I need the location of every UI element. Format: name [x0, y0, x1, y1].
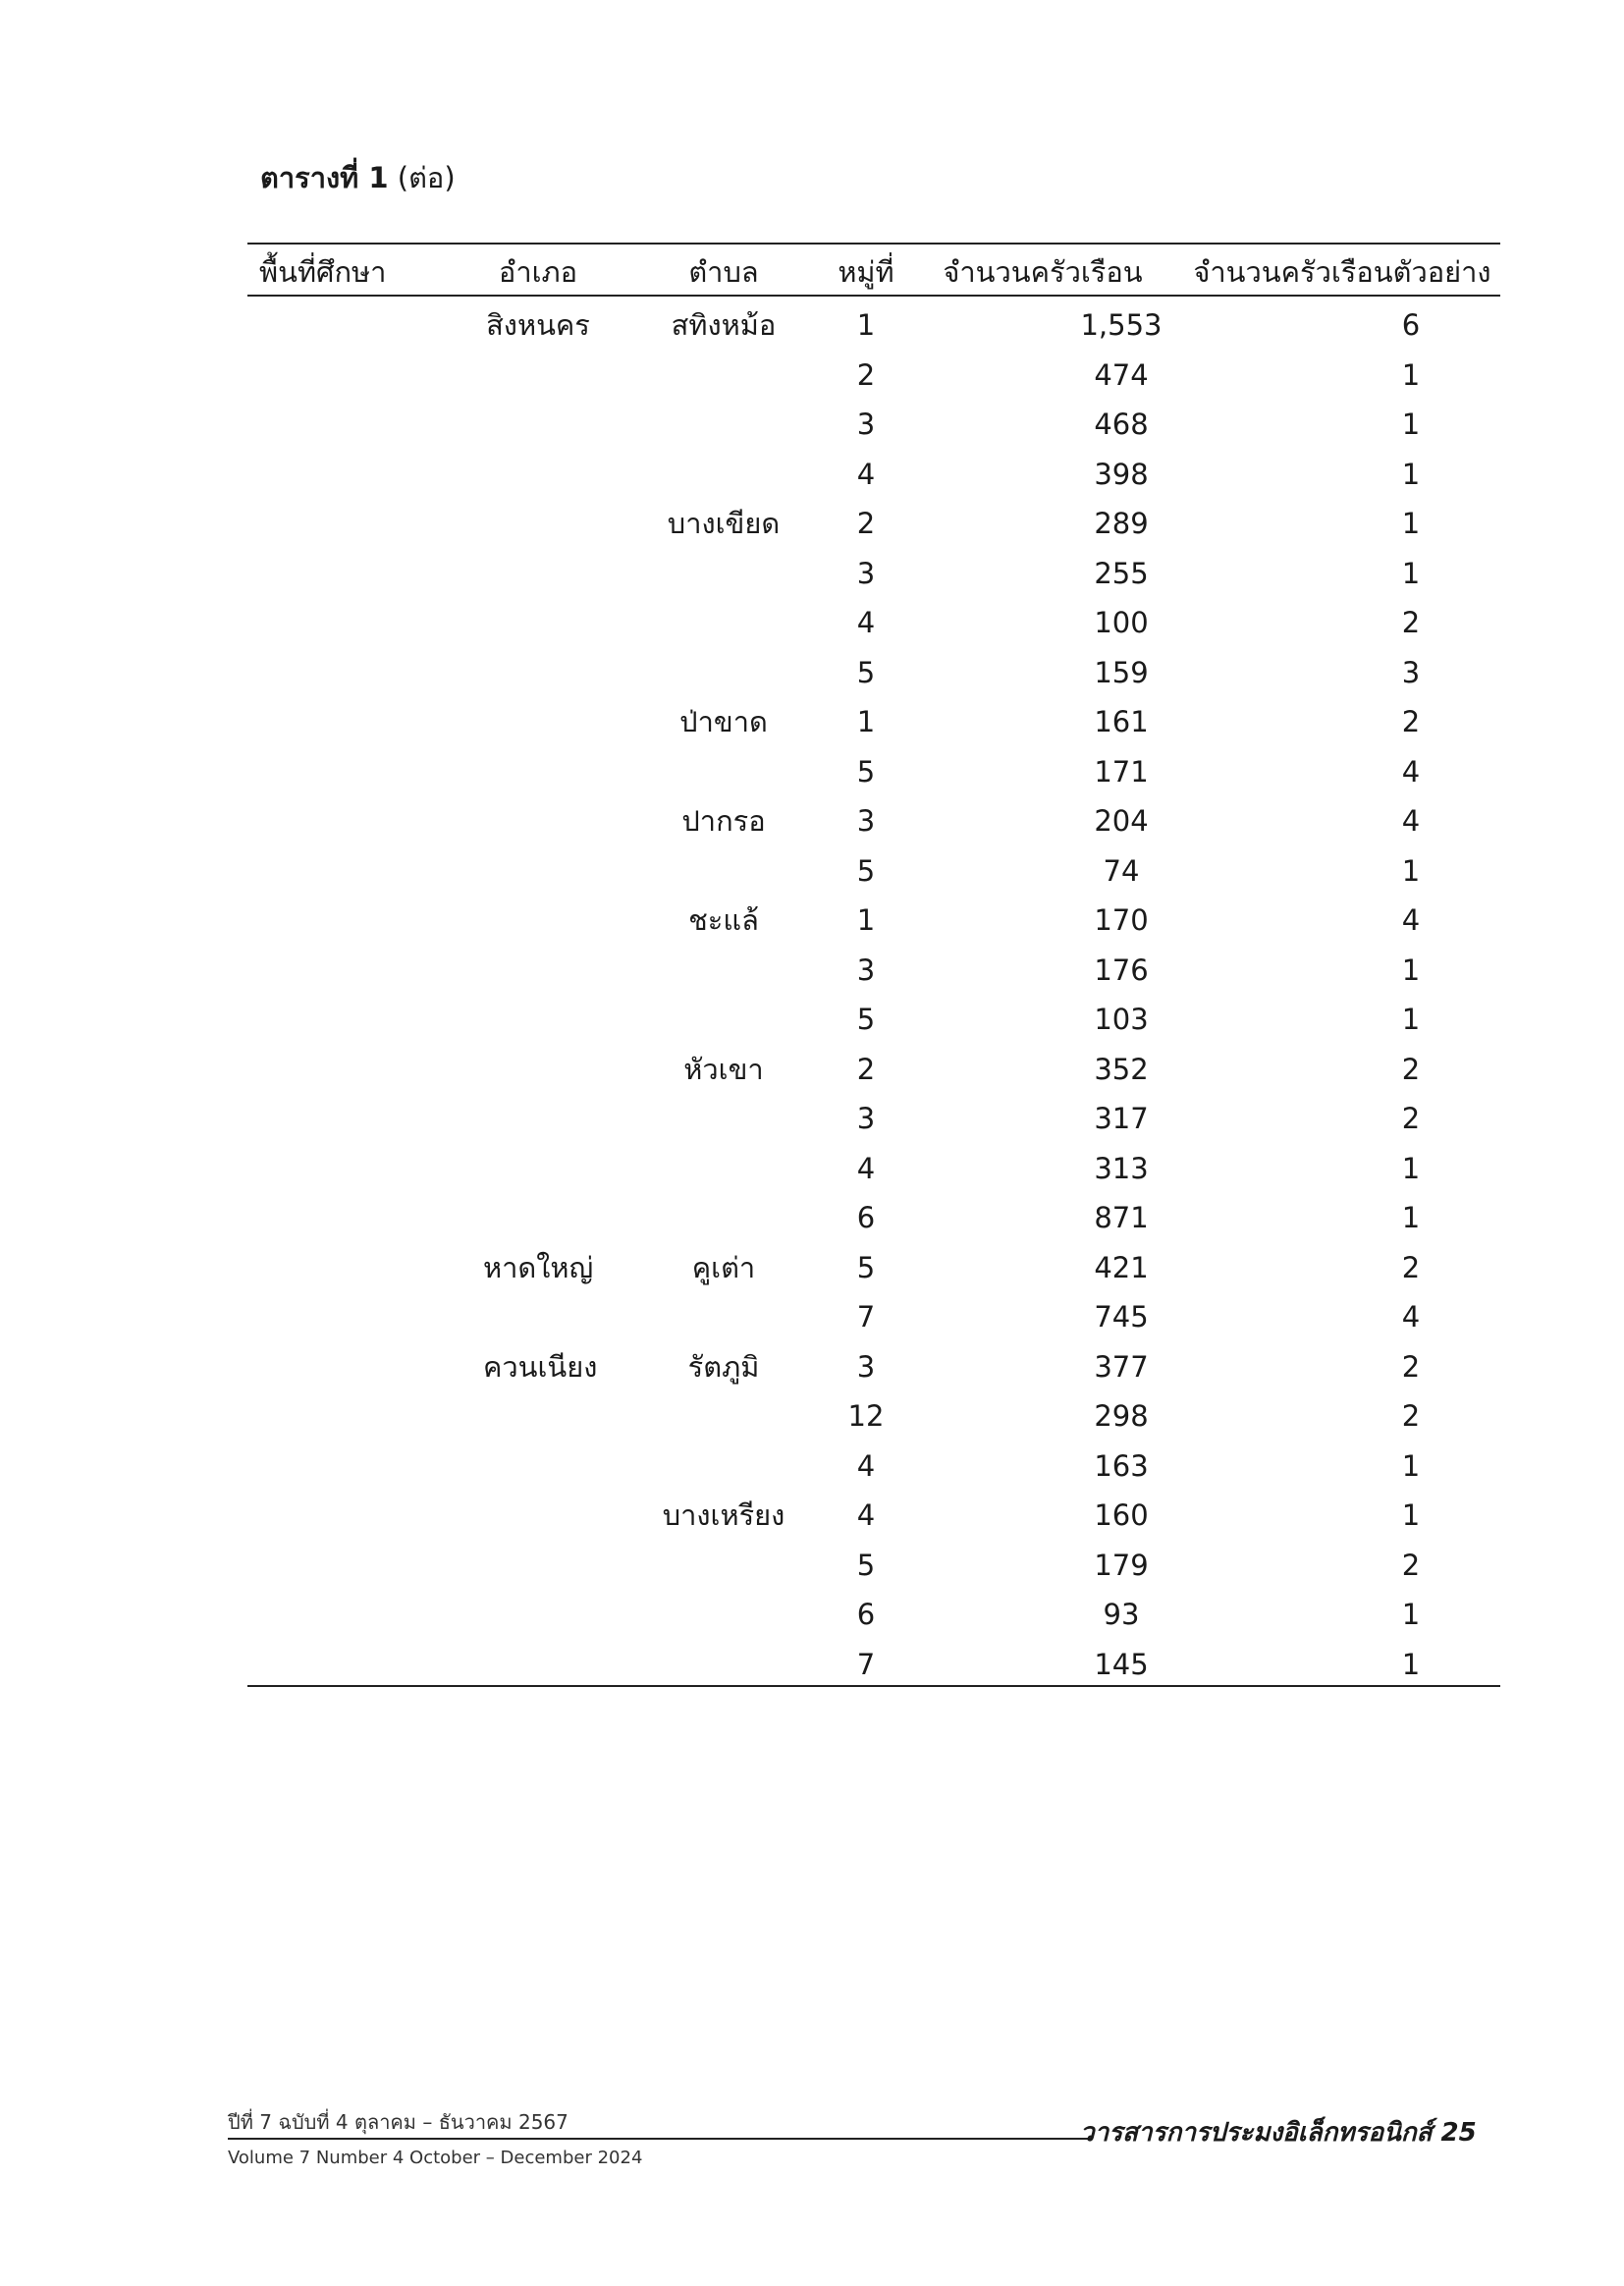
- cell-sample: 2: [1401, 606, 1421, 639]
- cell-village: 4: [856, 1448, 876, 1483]
- cell-sample: 1: [1401, 556, 1421, 590]
- cell-district: หาดใหญ่: [483, 1250, 594, 1284]
- journal-title-page-number: วารสารการประมงอิเล็กทรอนิกส์ 25: [1080, 2118, 1477, 2148]
- cell-sample: 2: [1401, 1349, 1421, 1384]
- cell-households: 74: [1103, 853, 1140, 888]
- cell-sample: 1: [1401, 952, 1421, 987]
- cell-village: 1: [856, 903, 876, 937]
- table-row: [247, 598, 1500, 648]
- cell-households: 161: [1094, 705, 1149, 738]
- cell-village: 3: [856, 556, 876, 590]
- cell-sample: 1: [1401, 357, 1421, 392]
- table-row: [247, 995, 1500, 1045]
- cell-households: 313: [1094, 1151, 1149, 1185]
- cell-village: 2: [856, 507, 876, 540]
- cell-households: 871: [1094, 1201, 1149, 1234]
- cell-sample: 4: [1401, 804, 1421, 838]
- cell-households: 179: [1094, 1548, 1149, 1582]
- cell-households: 103: [1094, 1003, 1149, 1036]
- table-row: [247, 747, 1500, 797]
- cell-households: 474: [1094, 357, 1149, 392]
- footer-rule: [228, 2138, 1092, 2140]
- table-row: [247, 946, 1500, 996]
- cell-households: 100: [1094, 606, 1149, 639]
- cell-village: 2: [856, 357, 876, 392]
- table-caption: [260, 155, 456, 200]
- cell-sample: 2: [1401, 1250, 1421, 1284]
- cell-households: 398: [1094, 457, 1149, 491]
- cell-village: 3: [856, 1349, 876, 1384]
- cell-households: 421: [1094, 1250, 1149, 1284]
- cell-sample: 4: [1401, 754, 1421, 789]
- cell-village: 12: [847, 1399, 885, 1433]
- cell-village: 3: [856, 1102, 876, 1135]
- cell-sample: 4: [1401, 903, 1421, 937]
- cell-village: 5: [856, 754, 876, 789]
- issue-thai: ปีที่ 7 ฉบับที่ 4 ตุลาคม – ธันวาคม 2567: [228, 2110, 568, 2134]
- cell-sample: 1: [1401, 408, 1421, 441]
- cell-subdistrict: ปากรอ: [681, 804, 766, 838]
- table-row: [247, 1144, 1500, 1194]
- header-subdistrict: ตำบล: [688, 255, 759, 289]
- cell-village: 5: [856, 1003, 876, 1036]
- cell-village: 1: [856, 308, 876, 342]
- cell-households: 204: [1094, 804, 1149, 838]
- cell-village: 7: [856, 1300, 876, 1334]
- cell-village: 7: [856, 1647, 876, 1681]
- table-row: [247, 796, 1500, 846]
- table-caption-continued: (ต่อ): [388, 161, 456, 194]
- cell-households: 289: [1094, 507, 1149, 540]
- cell-households: 745: [1094, 1300, 1149, 1334]
- cell-sample: 1: [1401, 1448, 1421, 1483]
- cell-households: 160: [1094, 1498, 1149, 1532]
- cell-sample: 1: [1401, 853, 1421, 888]
- cell-village: 4: [856, 457, 876, 491]
- table-row: [247, 400, 1500, 450]
- cell-village: 4: [856, 1498, 876, 1532]
- cell-sample: 4: [1401, 1300, 1421, 1334]
- table-row: [247, 1491, 1500, 1541]
- cell-subdistrict: บางเหรียง: [662, 1498, 785, 1532]
- cell-sample: 2: [1401, 1102, 1421, 1135]
- table-top-rule: [247, 243, 1500, 245]
- table-row: [247, 1292, 1500, 1342]
- cell-village: 6: [856, 1201, 876, 1234]
- cell-households: 176: [1094, 952, 1149, 987]
- cell-sample: 3: [1401, 655, 1421, 689]
- table-row: [247, 697, 1500, 747]
- table-row: [247, 1541, 1500, 1591]
- cell-sample: 1: [1401, 1598, 1421, 1631]
- cell-sample: 1: [1401, 1003, 1421, 1036]
- cell-village: 5: [856, 1548, 876, 1582]
- cell-subdistrict: คูเต่า: [691, 1250, 756, 1284]
- cell-district: ควนเนียง: [483, 1349, 598, 1384]
- cell-sample: 2: [1401, 1399, 1421, 1433]
- table-row: [247, 1442, 1500, 1492]
- table-row: [247, 896, 1500, 946]
- cell-sample: 1: [1401, 1201, 1421, 1234]
- cell-village: 4: [856, 606, 876, 639]
- cell-households: 298: [1094, 1399, 1149, 1433]
- table-row: [247, 351, 1500, 401]
- cell-village: 5: [856, 655, 876, 689]
- table-row: [247, 1640, 1500, 1690]
- cell-sample: 2: [1401, 1548, 1421, 1582]
- cell-households: 93: [1103, 1598, 1140, 1631]
- cell-village: 3: [856, 408, 876, 441]
- table-row: [247, 1590, 1500, 1640]
- cell-households: 1,553: [1080, 308, 1163, 342]
- cell-sample: 2: [1401, 705, 1421, 738]
- cell-households: 159: [1094, 655, 1149, 689]
- cell-village: 3: [856, 804, 876, 838]
- cell-sample: 1: [1401, 1498, 1421, 1532]
- table-caption-number: ตารางที่ 1: [260, 161, 389, 194]
- cell-village: 4: [856, 1151, 876, 1185]
- table-row: [247, 450, 1500, 500]
- cell-households: 145: [1094, 1647, 1149, 1681]
- table-row: [247, 1391, 1500, 1442]
- header-village: หมู่ที่: [838, 255, 894, 289]
- cell-district: สิงหนคร: [486, 308, 590, 342]
- cell-village: 6: [856, 1598, 876, 1631]
- cell-households: 377: [1094, 1349, 1149, 1384]
- cell-households: 170: [1094, 903, 1149, 937]
- header-sample: จำนวนครัวเรือนตัวอย่าง: [1193, 255, 1491, 289]
- cell-subdistrict: รัตภูมิ: [687, 1349, 760, 1384]
- table-header: [247, 250, 1500, 294]
- table-row: [247, 648, 1500, 698]
- cell-sample: 1: [1401, 1151, 1421, 1185]
- cell-sample: 1: [1401, 507, 1421, 540]
- issue-english: Volume 7 Number 4 October – December 2024: [228, 2148, 643, 2168]
- cell-households: 163: [1094, 1448, 1149, 1483]
- cell-households: 171: [1094, 754, 1149, 789]
- cell-households: 468: [1094, 408, 1149, 441]
- table-row: [247, 1342, 1500, 1392]
- table-row: [247, 549, 1500, 599]
- table-bottom-rule: [247, 1685, 1500, 1687]
- cell-village: 5: [856, 1250, 876, 1284]
- cell-subdistrict: ป่าขาด: [679, 705, 768, 738]
- table-row: [247, 1193, 1500, 1243]
- table-row: [247, 1045, 1500, 1095]
- cell-village: 1: [856, 705, 876, 738]
- cell-sample: 1: [1401, 1647, 1421, 1681]
- cell-subdistrict: สทิงหม้อ: [671, 308, 777, 342]
- cell-households: 255: [1094, 556, 1149, 590]
- cell-subdistrict: บางเขียด: [667, 507, 781, 540]
- cell-sample: 6: [1401, 308, 1421, 342]
- cell-village: 5: [856, 853, 876, 888]
- header-households: จำนวนครัวเรือน: [943, 255, 1143, 289]
- cell-village: 3: [856, 952, 876, 987]
- header-area: พื้นที่ศึกษา: [259, 255, 387, 289]
- cell-households: 317: [1094, 1102, 1149, 1135]
- cell-village: 2: [856, 1052, 876, 1086]
- header-district: อำเภอ: [498, 255, 578, 289]
- table-body: [247, 300, 1500, 1689]
- cell-households: 352: [1094, 1052, 1149, 1086]
- cell-subdistrict: หัวเขา: [683, 1052, 764, 1086]
- cell-subdistrict: ชะแล้: [688, 903, 759, 937]
- table-row: [247, 1094, 1500, 1144]
- table-row: [247, 1243, 1500, 1293]
- table-row: [247, 499, 1500, 549]
- cell-sample: 2: [1401, 1052, 1421, 1086]
- cell-sample: 1: [1401, 457, 1421, 491]
- table-header-rule: [247, 295, 1500, 297]
- table-row: [247, 846, 1500, 897]
- table-row: [247, 300, 1500, 351]
